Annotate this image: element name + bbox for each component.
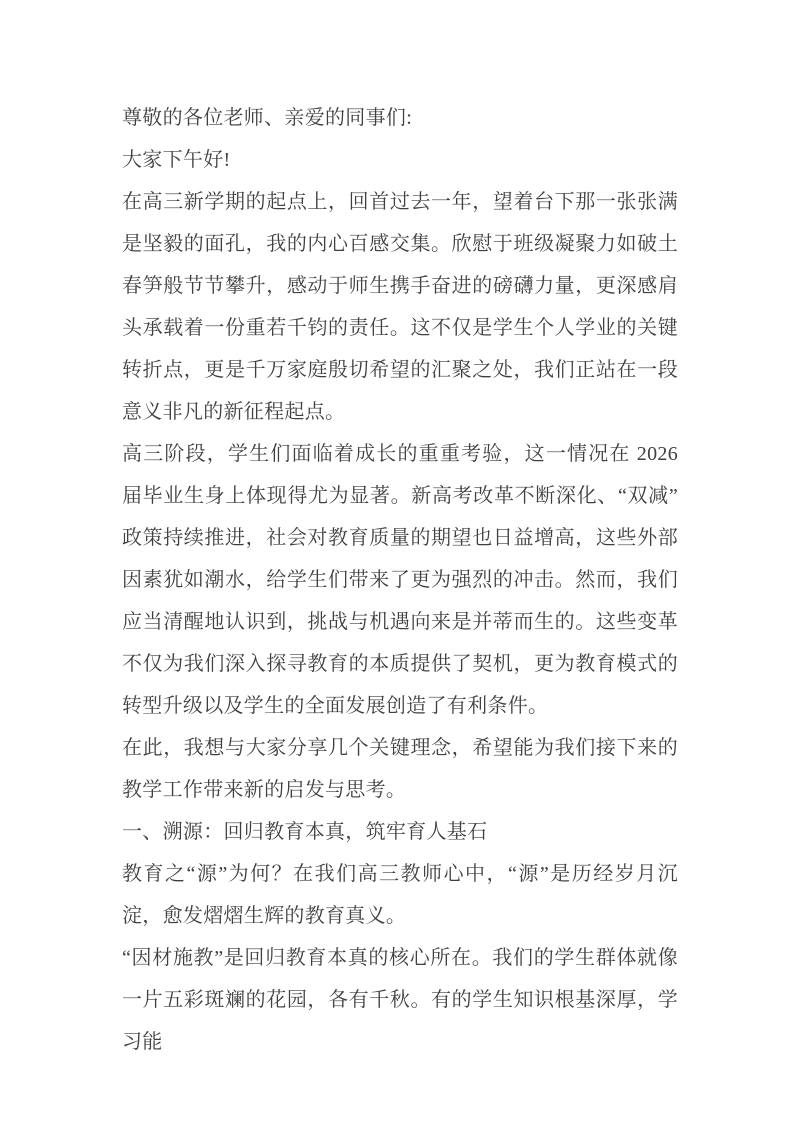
paragraph-body-4: 教育之“源”为何？在我们高三教师心中，“源”是历经岁月沉淀，愈发熠熠生辉的教育真义。 [122,863,678,927]
document-body [122,97,678,1063]
paragraph-body-2: 高三阶段，学生们面临着成长的重重考验，这一情况在 2026 届毕业生身上体现得尤为显著。新高考改革不断深化、“双减”政策持续推进，社会对教育质量的期望也日益增高，这些外部因素犹如潮水，给学生们带来了更为强烈的冲击。然而，我们应当清醒地认识到，挑战与机遇向来是并蒂而生的。这些变革不仅为我们深入探寻教育的本质提供了契机，更为教育模式的转型升级以及学生的全面发展创造了有利条件。 [122,443,678,717]
paragraph-body-1: 在高三新学期的起点上，回首过去一年，望着台下那一张张满是坚毅的面孔，我的内心百感交集。欣慰于班级凝聚力如破土春笋般节节攀升，感动于师生携手奋进的磅礴力量，更深感肩头承载着一份重若千钧的责任。这不仅是学生个人学业的关键转折点，更是千万家庭殷切希望的汇聚之处，我们正站在一段意义非凡的新征程起点。 [122,191,678,423]
paragraph-salutation: 尊敬的各位老师、亲爱的同事们: [122,107,413,129]
paragraph-greeting: 大家下午好! [122,149,231,171]
paragraph-body-3: 在此，我想与大家分享几个关键理念，希望能为我们接下来的教学工作带来新的启发与思考。 [122,737,678,801]
paragraph-body-5: “因材施教”是回归教育本真的核心所在。我们的学生群体就像一片五彩斑斓的花园，各有千秋。有的学生知识根基深厚，学习能 [122,947,678,1053]
section-heading-1: 一、溯源：回归教育本真，筑牢育人基石 [122,821,488,843]
